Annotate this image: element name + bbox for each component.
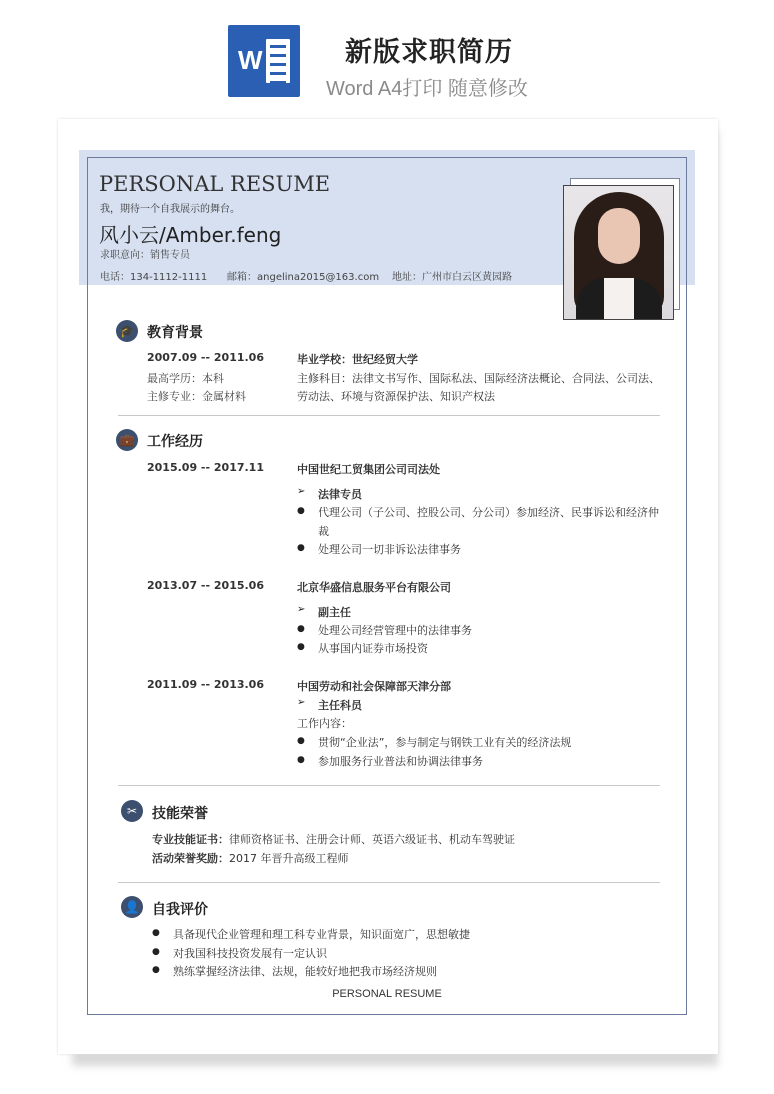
word-logo-letter: W	[238, 45, 263, 75]
self-item: 对我国科技投资发展有一定认识	[173, 947, 327, 960]
education-courses: 主修科目：法律文书写作、国际私法、国际经济法概论、合同法、公司法、	[297, 372, 660, 385]
job-company: 中国劳动和社会保障部天津分部	[297, 680, 451, 693]
job-duty: 参加服务行业普法和协调法律事务	[318, 755, 483, 768]
job-company: 北京华盛信息服务平台有限公司	[297, 581, 451, 594]
motto: 我，期待一个自我展示的舞台。	[100, 204, 240, 215]
promo-subtitle: Word A4打印 随意修改	[326, 78, 528, 100]
profile-photo	[563, 185, 674, 320]
job-period: 2015.09 -- 2017.11	[147, 461, 264, 474]
education-courses-cont: 劳动法、环境与资源保护法、知识产权法	[297, 390, 495, 403]
bullet-icon: ●	[152, 965, 160, 975]
briefcase-icon: 💼	[116, 429, 138, 451]
skill-awards: 活动荣誉奖励：2017 年晋升高级工程师	[152, 852, 349, 865]
work-heading: 工作经历	[147, 434, 203, 450]
job-period: 2013.07 -- 2015.06	[147, 579, 264, 592]
word-logo-icon	[228, 25, 300, 97]
tools-icon: ✂	[121, 800, 143, 822]
job-duty-cont: 裁	[318, 525, 329, 538]
person-icon: 👤	[121, 896, 143, 918]
education-degree: 最高学历：本科	[147, 372, 224, 385]
bullet-icon: ●	[297, 755, 305, 765]
promo-title: 新版求职简历	[345, 37, 513, 68]
bullet-icon: ●	[297, 642, 305, 652]
job-role: 副主任	[318, 606, 351, 619]
job-duty: 处理公司经营管理中的法律事务	[318, 624, 472, 637]
contact-phone: 电话：134-1112-1111	[100, 272, 208, 283]
skill-certificates: 专业技能证书：律师资格证书、注册会计师、英语六级证书、机动车驾驶证	[152, 833, 515, 846]
self-heading: 自我评价	[152, 902, 208, 918]
arrow-icon: ➢	[297, 604, 306, 615]
job-duty: 贯彻“企业法”，参与制定与钢铁工业有关的经济法规	[318, 736, 572, 749]
job-role: 法律专员	[318, 488, 362, 501]
education-heading: 教育背景	[147, 325, 203, 341]
candidate-name: 风小云/Amber.feng	[99, 223, 282, 247]
job-duty: 从事国内证券市场投资	[318, 642, 428, 655]
bullet-icon: ●	[297, 543, 305, 553]
bullet-icon: ●	[297, 736, 305, 746]
resume-footer: PERSONAL RESUME	[332, 988, 442, 1000]
contact-address: 地址：广州市白云区黄园路	[392, 272, 512, 283]
job-content-label: 工作内容：	[297, 717, 352, 730]
contact-email: 邮箱：angelina2015@163.com	[227, 272, 380, 283]
job-company: 中国世纪工贸集团公司司法处	[297, 463, 440, 476]
graduation-cap-icon: 🎓	[116, 320, 138, 342]
self-item: 熟练掌握经济法律、法规，能较好地把我市场经济规则	[173, 965, 437, 978]
education-period: 2007.09 -- 2011.06	[147, 351, 264, 364]
job-duty: 代理公司（子公司、控股公司、分公司）参加经济、民事诉讼和经济仲	[318, 506, 659, 519]
bullet-icon: ●	[152, 928, 160, 938]
skills-heading: 技能荣誉	[152, 806, 208, 822]
bullet-icon: ●	[297, 506, 305, 516]
resume-title: PERSONAL RESUME	[99, 172, 331, 196]
job-period: 2011.09 -- 2013.06	[147, 678, 264, 691]
arrow-icon: ➢	[297, 697, 306, 708]
self-item: 具备现代企业管理和理工科专业背景，知识面宽广，思想敏捷	[173, 928, 470, 941]
job-duty: 处理公司一切非诉讼法律事务	[318, 543, 461, 556]
job-role: 主任科员	[318, 699, 362, 712]
arrow-icon: ➢	[297, 486, 306, 497]
bullet-icon: ●	[297, 624, 305, 634]
bullet-icon: ●	[152, 947, 160, 957]
job-intent: 求职意向：销售专员	[100, 250, 190, 261]
education-school: 毕业学校：世纪经贸大学	[297, 353, 418, 366]
education-major: 主修专业：金属材料	[147, 390, 246, 403]
